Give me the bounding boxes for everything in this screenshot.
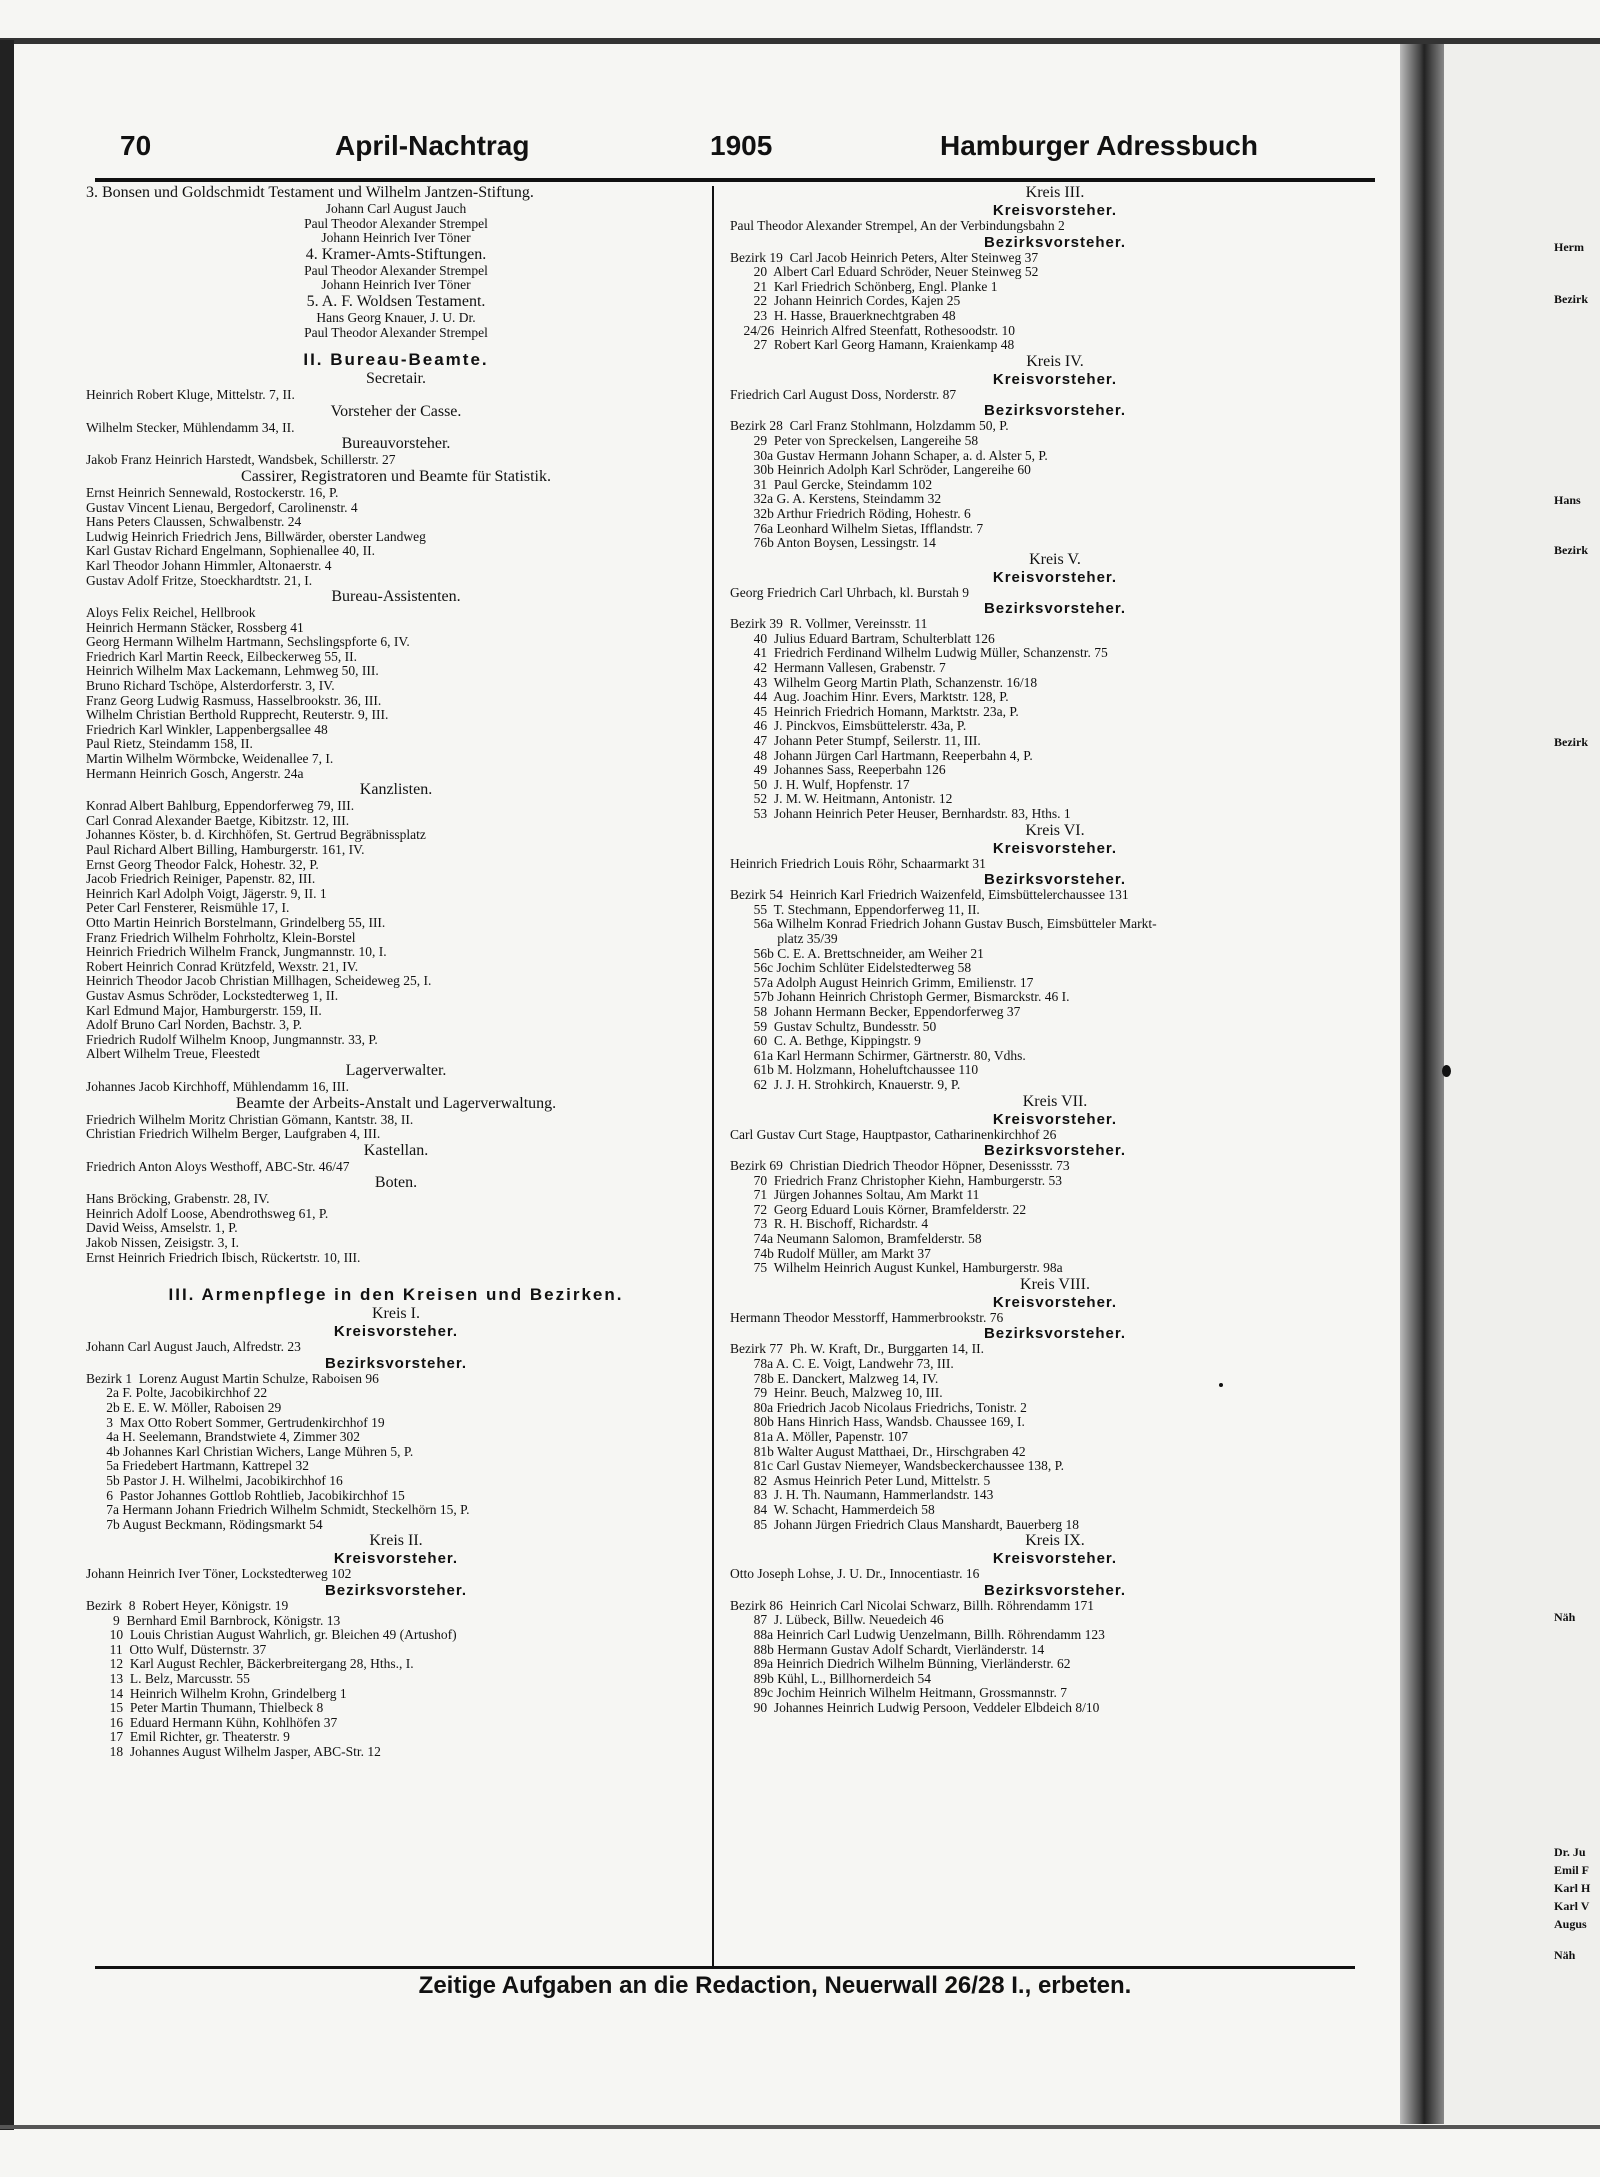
right-column xyxy=(730,184,1380,1716)
text-line: Jakob Franz Heinrich Harstedt, Wandsbek, Schillerstr. 27 xyxy=(86,453,396,468)
text-line: Heinrich Adolf Loose, Abendrothsweg 61, P. xyxy=(86,1206,329,1221)
text-line: Johann Carl August Jauch, Alfredstr. 23 xyxy=(86,1340,301,1355)
text-line: Gustav Vincent Lienau, Bergedorf, Carolinenstr. 4 xyxy=(86,500,358,515)
text-line: 43 Wilhelm Georg Martin Plath, Schanzenstr. 16/18 xyxy=(730,675,1038,690)
text-line: 61b M. Holzmann, Hoheluftchaussee 110 xyxy=(730,1063,979,1078)
text-line: 80b Hans Hinrich Hass, Wandsb. Chaussee 169, I. xyxy=(730,1415,1025,1430)
adjacent-page-word: Näh xyxy=(1554,1610,1576,1624)
text-line: Hans Bröcking, Grabenstr. 28, IV. xyxy=(86,1192,270,1207)
subsection-heading: Kreisvorsteher. xyxy=(333,1323,459,1341)
text-line: Wilhelm Stecker, Mühlendamm 34, II. xyxy=(86,420,295,435)
subsection-heading: Kreisvorsteher. xyxy=(992,1550,1118,1568)
text-line: 55 T. Stechmann, Eppendorferweg 11, II. xyxy=(730,902,980,917)
text-line: 44 Aug. Joachim Hinr. Evers, Marktstr. 128, P. xyxy=(730,690,1009,705)
section-heading: Bureau-Assistenten. xyxy=(331,588,461,606)
text-line: Jakob Nissen, Zeisigstr. 3, I. xyxy=(86,1236,239,1251)
spacer xyxy=(86,1265,706,1275)
trustee-line: Hans Georg Knauer, J. U. Dr. xyxy=(316,310,476,325)
section-heading: Kreis III. xyxy=(1025,184,1085,201)
text-line: 70 Friedrich Franz Christopher Kiehn, Hamburgerstr. 53 xyxy=(730,1173,1062,1188)
text-line: Christian Friedrich Wilhelm Berger, Laufgraben 4, III. xyxy=(86,1127,381,1142)
text-line: 21 Karl Friedrich Schönberg, Engl. Planke 1 xyxy=(730,279,998,294)
text-line: 84 W. Schacht, Hammerdeich 58 xyxy=(730,1502,935,1517)
text-line: Gustav Adolf Fritze, Stoeckhardtstr. 21, I. xyxy=(86,573,313,588)
text-line: 83 J. H. Th. Naumann, Hammerlandstr. 143 xyxy=(730,1488,994,1503)
text-line: Otto Joseph Lohse, J. U. Dr., Innocentiastr. 16 xyxy=(730,1567,980,1582)
text-line: Hans Peters Claussen, Schwalbenstr. 24 xyxy=(86,515,302,530)
text-line: 40 Julius Eduard Bartram, Schulterblatt 126 xyxy=(730,631,995,646)
spacer xyxy=(86,1275,706,1285)
text-line: 7a Hermann Johann Friedrich Wilhelm Schmidt, Steckelhörn 15, P. xyxy=(86,1503,470,1518)
text-line: Bruno Richard Tschöpe, Alsterdorferstr. 3, IV. xyxy=(86,679,335,694)
text-line: Carl Gustav Curt Stage, Hauptpastor, Catharinenkirchhof 26 xyxy=(730,1127,1057,1142)
section-heading: Secretair. xyxy=(366,370,426,388)
text-line: Gustav Asmus Schröder, Lockstedterweg 1, II. xyxy=(86,988,339,1003)
text-line: 85 Johann Jürgen Friedrich Claus Manshardt, Bauerberg 18 xyxy=(730,1517,1079,1532)
header-publication: Hamburger Adressbuch xyxy=(940,130,1258,161)
text-line: 58 Johann Hermann Becker, Eppendorferweg 37 xyxy=(730,1004,1021,1019)
text-line: Heinrich Theodor Jacob Christian Millhagen, Scheideweg 25, I. xyxy=(86,974,432,989)
section-heading: Boten. xyxy=(374,1174,418,1192)
section-heading: Kreis IV. xyxy=(1026,352,1084,370)
text-line: 81c Carl Gustav Niemeyer, Wandsbeckerchaussee 138, P. xyxy=(730,1459,1065,1474)
subsection-heading: Kreisvorsteher. xyxy=(992,839,1118,857)
text-line: 89a Heinrich Diedrich Wilhelm Bünning, Vierländerstr. 62 xyxy=(730,1657,1071,1672)
section-heading: Kreis V. xyxy=(1029,550,1081,568)
footer-rule xyxy=(95,1966,1355,1969)
text-line: 56b C. E. A. Brettschneider, am Weiher 21 xyxy=(730,946,984,961)
binding-hole xyxy=(1442,1065,1451,1077)
subsection-heading: Bezirksvorsteher. xyxy=(983,402,1127,420)
text-line: Ernst Georg Theodor Falck, Hohestr. 32, P. xyxy=(86,857,319,872)
text-line: 3 Max Otto Robert Sommer, Gertrudenkirchhof 19 xyxy=(86,1415,385,1430)
section-heading: Kreis I. xyxy=(372,1305,420,1323)
header-year: 1905 xyxy=(710,130,773,161)
text-line: Karl Theodor Johann Himmler, Altonaerstr. 4 xyxy=(86,558,332,573)
text-line: Friedrich Anton Aloys Westhoff, ABC-Str. 46/47 xyxy=(86,1159,350,1174)
adjacent-page-word: Bezirk xyxy=(1554,735,1588,749)
header-rule xyxy=(95,178,1375,182)
text-line: Paul Richard Albert Billing, Hamburgerstr. 161, IV. xyxy=(86,843,365,857)
adjacent-page-word: Karl V xyxy=(1554,1899,1590,1913)
text-line: 46 J. Pinckvos, Eimsbüttelerstr. 43a, P. xyxy=(730,719,967,734)
text-line: Heinrich Friedrich Louis Röhr, Schaarmarkt 31 xyxy=(730,856,986,871)
text-line: Franz Friedrich Wilhelm Fohrholtz, Klein-Borstel xyxy=(86,930,356,945)
adjacent-page-word: Dr. Ju xyxy=(1554,1845,1586,1859)
text-line: Bezirk 69 Christian Diedrich Theodor Höpner, Desenissstr. 73 xyxy=(730,1159,1070,1174)
subsection-heading: Kreisvorsteher. xyxy=(992,370,1118,388)
trustee-line: Paul Theodor Alexander Strempel xyxy=(304,263,488,278)
text-line: Bezirk 8 Robert Heyer, Königstr. 19 xyxy=(86,1598,289,1613)
text-line: Franz Georg Ludwig Rasmuss, Hasselbrookstr. 36, III. xyxy=(86,693,382,708)
text-line: 88a Heinrich Carl Ludwig Uenzelmann, Billh. Röhrendamm 123 xyxy=(730,1627,1105,1642)
text-line: 48 Johann Jürgen Carl Hartmann, Reeperbahn 4, P. xyxy=(730,748,1033,763)
subsection-heading: Bezirksvorsteher. xyxy=(983,600,1127,618)
text-line: Konrad Albert Bahlburg, Eppendorferweg 79, III. xyxy=(86,799,355,814)
subsection-heading: Kreisvorsteher. xyxy=(992,1293,1118,1311)
text-line: 20 Albert Carl Eduard Schröder, Neuer Steinweg 52 xyxy=(730,265,1039,280)
text-line: 41 Friedrich Ferdinand Wilhelm Ludwig Müller, Schanzenstr. 75 xyxy=(730,646,1108,661)
text-line: Bezirk 28 Carl Franz Stohlmann, Holzdamm 50, P. xyxy=(730,419,1009,434)
text-line: 9 Bernhard Emil Barnbrock, Königstr. 13 xyxy=(86,1613,341,1628)
text-line: 30a Gustav Hermann Johann Schaper, a. d. Alster 5, P. xyxy=(730,448,1048,463)
subsection-heading: Bezirksvorsteher. xyxy=(983,1142,1127,1160)
text-line: Peter Carl Fensterer, Reismühle 17, I. xyxy=(86,901,290,916)
text-line: 74a Neumann Salomon, Bramfelderstr. 58 xyxy=(730,1232,982,1247)
text-line: platz 35/39 xyxy=(730,931,838,946)
text-line: 90 Johannes Heinrich Ludwig Persoon, Veddeler Elbdeich 8/10 xyxy=(730,1700,1100,1715)
adjacent-page-word: Bezirk xyxy=(1554,292,1588,306)
text-line: 59 Gustav Schultz, Bundesstr. 50 xyxy=(730,1019,937,1034)
section-heading: 5. A. F. Woldsen Testament. xyxy=(306,292,486,310)
text-line: 76b Anton Boysen, Lessingstr. 14 xyxy=(730,536,936,551)
text-line: 12 Karl August Rechler, Bäckerbreitergang 28, Hths., I. xyxy=(86,1657,414,1672)
section-heading: Kanzlisten. xyxy=(359,781,433,799)
adjacent-page-word: Hans xyxy=(1554,493,1581,507)
text-line: Jacob Friedrich Reiniger, Papenstr. 82, III. xyxy=(86,872,316,887)
text-line: 52 J. M. W. Heitmann, Antonistr. 12 xyxy=(730,792,953,807)
subsection-heading: Kreisvorsteher. xyxy=(333,1550,459,1568)
spacer xyxy=(86,340,706,350)
text-line: Adolf Bruno Carl Norden, Bachstr. 3, P. xyxy=(86,1018,302,1033)
text-line: Heinrich Karl Adolph Voigt, Jägerstr. 9, II. 1 xyxy=(86,886,327,901)
section-heading: Cassirer, Registratoren und Beamte für Statistik. xyxy=(241,467,551,485)
text-line: 31 Paul Gercke, Steindamm 102 xyxy=(730,477,933,492)
text-line: 50 J. H. Wulf, Hopfenstr. 17 xyxy=(730,777,910,792)
text-line: Friedrich Carl August Doss, Norderstr. 87 xyxy=(730,387,957,402)
ink-speck xyxy=(1219,1383,1223,1387)
text-line: Heinrich Robert Kluge, Mittelstr. 7, II. xyxy=(86,388,295,403)
text-line: 71 Jürgen Johannes Soltau, Am Markt 11 xyxy=(730,1188,980,1203)
text-line: 57b Johann Heinrich Christoph Germer, Bismarckstr. 46 I. xyxy=(730,990,1070,1005)
text-line: 82 Asmus Heinrich Peter Lund, Mittelstr. 5 xyxy=(730,1473,991,1488)
text-line: Bezirk 77 Ph. W. Kraft, Dr., Burggarten 14, II. xyxy=(730,1342,984,1357)
text-line: 14 Heinrich Wilhelm Krohn, Grindelberg 1 xyxy=(86,1686,347,1701)
text-line: 15 Peter Martin Thumann, Thielbeck 8 xyxy=(86,1701,324,1716)
section-heading: Bureauvorsteher. xyxy=(341,435,451,453)
subsection-heading: Bezirksvorsteher. xyxy=(983,871,1127,889)
text-line: 22 Johann Heinrich Cordes, Kajen 25 xyxy=(730,294,961,309)
text-line: 89b Kühl, L., Billhornerdeich 54 xyxy=(730,1671,931,1686)
text-line: Wilhelm Christian Berthold Rupprecht, Reuterstr. 9, III. xyxy=(86,708,389,723)
trustee-line: Paul Theodor Alexander Strempel xyxy=(304,216,488,231)
text-line: Johann Heinrich Iver Töner, Lockstedterweg 102 xyxy=(86,1567,352,1582)
text-line: 76a Leonhard Wilhelm Sietas, Ifflandstr. 7 xyxy=(730,521,984,536)
text-line: Otto Martin Heinrich Borstelmann, Grindelberg 55, III. xyxy=(86,915,386,930)
text-line: 89c Jochim Heinrich Wilhelm Heitmann, Grossmannstr. 7 xyxy=(730,1686,1068,1701)
adjacent-page-word: Näh xyxy=(1554,1948,1576,1962)
trustee-line: Johann Heinrich Iver Töner xyxy=(321,278,471,293)
text-line: 62 J. J. H. Strohkirch, Knauerstr. 9, P. xyxy=(730,1077,961,1092)
text-line: 87 J. Lübeck, Billw. Neuedeich 46 xyxy=(730,1613,944,1628)
text-line: 81a A. Möller, Papenstr. 107 xyxy=(730,1430,908,1444)
text-line: Ernst Heinrich Friedrich Ibisch, Rückertstr. 10, III. xyxy=(86,1250,361,1265)
text-line: Johannes Köster, b. d. Kirchhöfen, St. Gertrud Begräbnissplatz xyxy=(86,828,426,843)
subsection-heading: Bezirksvorsteher. xyxy=(324,1354,468,1372)
text-line: Hermann Theodor Messtorff, Hammerbrookstr. 76 xyxy=(730,1310,1004,1325)
text-line: 27 Robert Karl Georg Hamann, Kraienkamp 48 xyxy=(730,338,1015,353)
footer-notice: Zeitige Aufgaben an die Redaction, Neuerwall 26/28 I., erbeten. xyxy=(418,1972,1132,1999)
text-line: 23 H. Hasse, Brauerknechtgraben 48 xyxy=(730,308,956,323)
text-line: Friedrich Karl Winkler, Lappenbergsallee 48 xyxy=(86,722,328,737)
section-heading: Kreis II. xyxy=(369,1532,423,1550)
text-line: Ernst Heinrich Sennewald, Rostockerstr. 16, P. xyxy=(86,485,339,500)
text-line: 13 L. Belz, Marcusstr. 55 xyxy=(86,1671,250,1686)
text-line: 2a F. Polte, Jacobikirchhof 22 xyxy=(86,1386,268,1401)
text-line: Karl Edmund Major, Hamburgerstr. 159, II. xyxy=(86,1003,322,1018)
text-line: 47 Johann Peter Stumpf, Seilerstr. 11, III. xyxy=(730,734,981,749)
page-number: 70 xyxy=(120,130,152,161)
text-line: Johannes Jacob Kirchhoff, Mühlendamm 16, III. xyxy=(86,1079,349,1094)
section-heading: Kreis VIII. xyxy=(1020,1275,1090,1293)
text-line: 6 Pastor Johannes Gottlob Rohtlieb, Jacobikirchhof 15 xyxy=(86,1488,405,1503)
text-line: 17 Emil Richter, gr. Theaterstr. 9 xyxy=(86,1730,290,1745)
text-line: Karl Gustav Richard Engelmann, Sophienallee 40, II. xyxy=(86,544,376,559)
text-line: 49 Johannes Sass, Reeperbahn 126 xyxy=(730,763,946,778)
adjacent-page-word: Emil F xyxy=(1554,1863,1589,1877)
text-line: Heinrich Friedrich Wilhelm Franck, Jungmannstr. 10, I. xyxy=(86,945,387,960)
text-line: 80a Friedrich Jacob Nicolaus Friedrichs, Tonistr. 2 xyxy=(730,1400,1027,1415)
text-line: Paul Rietz, Steindamm 158, II. xyxy=(86,737,253,752)
text-line: Friedrich Rudolf Wilhelm Knoop, Jungmannstr. 33, P. xyxy=(86,1032,378,1047)
text-line: 5a Friedebert Hartmann, Kattrepel 32 xyxy=(86,1459,310,1474)
text-line: 88b Hermann Gustav Adolf Schardt, Vierländerstr. 14 xyxy=(730,1642,1045,1657)
text-line: David Weiss, Amselstr. 1, P. xyxy=(86,1221,238,1236)
text-line: 57a Adolph August Heinrich Grimm, Emilienstr. 17 xyxy=(730,975,1034,990)
text-line: 7b August Beckmann, Rödingsmarkt 54 xyxy=(86,1517,323,1532)
text-line: 78b E. Danckert, Malzweg 14, IV. xyxy=(730,1371,939,1386)
text-line: Heinrich Hermann Stäcker, Rossberg 41 xyxy=(86,620,304,635)
header-section: April-Nachtrag xyxy=(335,130,530,161)
text-line: Bezirk 54 Heinrich Karl Friedrich Waizenfeld, Eimsbüttelerchaussee 131 xyxy=(730,888,1129,903)
text-line: 75 Wilhelm Heinrich August Kunkel, Hamburgerstr. 98a xyxy=(730,1261,1063,1276)
text-line: 74b Rudolf Müller, am Markt 37 xyxy=(730,1246,931,1261)
adjacent-page-word: Herm xyxy=(1554,240,1584,254)
part-heading: II. Bureau-Beamte. xyxy=(303,350,489,370)
text-line: Aloys Felix Reichel, Hellbrook xyxy=(86,606,256,621)
scan-edge-top xyxy=(0,38,1600,44)
text-line: 78a A. C. E. Voigt, Landwehr 73, III. xyxy=(730,1357,954,1372)
text-line: 81b Walter August Matthaei, Dr., Hirschgraben 42 xyxy=(730,1444,1026,1459)
text-line: 5b Pastor J. H. Wilhelmi, Jacobikirchhof 16 xyxy=(86,1474,343,1488)
section-heading: Kreis VI. xyxy=(1025,821,1085,839)
text-line: Bezirk 19 Carl Jacob Heinrich Peters, Alter Steinweg 37 xyxy=(730,250,1039,265)
text-line: 79 Heinr. Beuch, Malzweg 10, III. xyxy=(730,1386,943,1401)
text-line: 61a Karl Hermann Schirmer, Gärtnerstr. 80, Vdhs. xyxy=(730,1048,1026,1063)
text-line: 2b E. E. W. Möller, Raboisen 29 xyxy=(86,1401,282,1416)
text-line: 10 Louis Christian August Wahrlich, gr. Bleichen 49 (Artushof) xyxy=(86,1628,457,1643)
text-line: 60 C. A. Bethge, Kippingstr. 9 xyxy=(730,1034,921,1049)
text-line: 72 Georg Eduard Louis Körner, Bramfelderstr. 22 xyxy=(730,1202,1027,1217)
scan-edge-left xyxy=(0,40,14,2130)
text-line: 4b Johannes Karl Christian Wichers, Lange Mühren 5, P. xyxy=(86,1444,414,1459)
text-line: Friedrich Wilhelm Moritz Christian Gömann, Kantstr. 38, II. xyxy=(86,1112,414,1127)
text-line: 4a H. Seelemann, Brandstwiete 4, Zimmer 302 xyxy=(86,1430,361,1445)
text-line: Martin Wilhelm Wörmbcke, Weidenallee 7, I. xyxy=(86,752,334,767)
adjacent-page-fragment xyxy=(1444,44,1600,2124)
book-gutter xyxy=(1400,44,1444,2124)
text-line: 73 R. H. Bischoff, Richardstr. 4 xyxy=(730,1217,929,1232)
text-line: 29 Peter von Spreckelsen, Langereihe 58 xyxy=(730,433,979,448)
scan-edge-bottom xyxy=(0,2125,1600,2129)
text-line: 42 Hermann Vallesen, Grabenstr. 7 xyxy=(730,661,946,676)
text-line: Carl Conrad Alexander Baetge, Kibitzstr. 12, III. xyxy=(86,813,350,828)
text-line: Georg Friedrich Carl Uhrbach, kl. Burstah 9 xyxy=(730,585,969,600)
section-heading: 4. Kramer-Amts-Stiftungen. xyxy=(305,245,487,263)
text-line: 53 Johann Heinrich Peter Heuser, Bernhardstr. 83, Hths. 1 xyxy=(730,807,1071,821)
part-heading: III. Armenpflege in den Kreisen und Bezirken. xyxy=(168,1285,624,1305)
text-line: 24/26 Heinrich Alfred Steenfatt, Rothesoodstr. 10 xyxy=(730,323,1015,338)
section-heading: Kreis VII. xyxy=(1022,1092,1088,1110)
section-heading: Vorsteher der Casse. xyxy=(330,402,462,420)
subsection-heading: Bezirksvorsteher. xyxy=(983,233,1127,251)
text-line: Robert Heinrich Conrad Krützfeld, Wexstr. 21, IV. xyxy=(86,959,359,974)
adjacent-page-word: Karl H xyxy=(1554,1881,1591,1895)
text-line: Georg Hermann Wilhelm Hartmann, Sechslingspforte 6, IV. xyxy=(86,635,410,650)
text-line: 32a G. A. Kerstens, Steindamm 32 xyxy=(730,492,942,507)
text-line: Hermann Heinrich Gosch, Angerstr. 24a xyxy=(86,766,304,781)
text-line: 30b Heinrich Adolph Karl Schröder, Langereihe 60 xyxy=(730,463,1031,478)
text-line: Bezirk 39 R. Vollmer, Vereinsstr. 11 xyxy=(730,617,928,632)
text-line: Heinrich Wilhelm Max Lackemann, Lehmweg 50, III. xyxy=(86,664,379,679)
subsection-heading: Bezirksvorsteher. xyxy=(324,1581,468,1599)
section-heading: Kastellan. xyxy=(363,1141,429,1159)
text-line: 56a Wilhelm Konrad Friedrich Johann Gustav Busch, Eimsbütteler Markt- xyxy=(730,917,1157,932)
adjacent-page-word: Bezirk xyxy=(1554,543,1588,557)
trustee-line: Johann Carl August Jauch xyxy=(325,202,467,216)
trustee-line: Paul Theodor Alexander Strempel xyxy=(304,325,488,340)
page-header xyxy=(120,130,1370,170)
text-line: Paul Theodor Alexander Strempel, An der Verbindungsbahn 2 xyxy=(730,219,1065,233)
subsection-heading: Kreisvorsteher. xyxy=(992,568,1118,586)
section-heading: 3. Bonsen und Goldschmidt Testament und Wilhelm Jantzen-Stiftung. xyxy=(86,184,534,201)
text-line: 56c Jochim Schlüter Eidelstedterweg 58 xyxy=(730,961,972,976)
section-heading: Lagerverwalter. xyxy=(345,1061,447,1079)
left-column xyxy=(86,184,706,1760)
subsection-heading: Bezirksvorsteher. xyxy=(983,1581,1127,1599)
text-line: 18 Johannes August Wilhelm Jasper, ABC-Str. 12 xyxy=(86,1744,381,1759)
text-line: 45 Heinrich Friedrich Homann, Marktstr. 23a, P. xyxy=(730,704,1019,719)
trustee-line: Johann Heinrich Iver Töner xyxy=(321,231,471,246)
text-line: 16 Eduard Hermann Kühn, Kohlhöfen 37 xyxy=(86,1715,338,1730)
section-heading: Beamte der Arbeits-Anstalt und Lagerverwaltung. xyxy=(235,1094,557,1112)
text-line: Ludwig Heinrich Friedrich Jens, Billwärder, oberster Landweg xyxy=(86,529,426,544)
section-heading: Kreis IX. xyxy=(1025,1532,1085,1550)
text-line: Bezirk 1 Lorenz August Martin Schulze, Raboisen 96 xyxy=(86,1371,379,1386)
subsection-heading: Kreisvorsteher. xyxy=(992,202,1118,219)
subsection-heading: Kreisvorsteher. xyxy=(992,1110,1118,1128)
text-line: 32b Arthur Friedrich Röding, Hohestr. 6 xyxy=(730,506,971,521)
text-line: Bezirk 86 Heinrich Carl Nicolai Schwarz, Billh. Röhrendamm 171 xyxy=(730,1598,1095,1613)
text-line: 11 Otto Wulf, Düsternstr. 37 xyxy=(86,1642,267,1657)
text-line: Friedrich Karl Martin Reeck, Eilbeckerweg 55, II. xyxy=(86,649,358,664)
column-divider xyxy=(712,186,714,1966)
adjacent-page-word: Augus xyxy=(1554,1917,1587,1931)
subsection-heading: Bezirksvorsteher. xyxy=(983,1325,1127,1343)
text-line: Albert Wilhelm Treue, Fleestedt xyxy=(86,1047,260,1062)
